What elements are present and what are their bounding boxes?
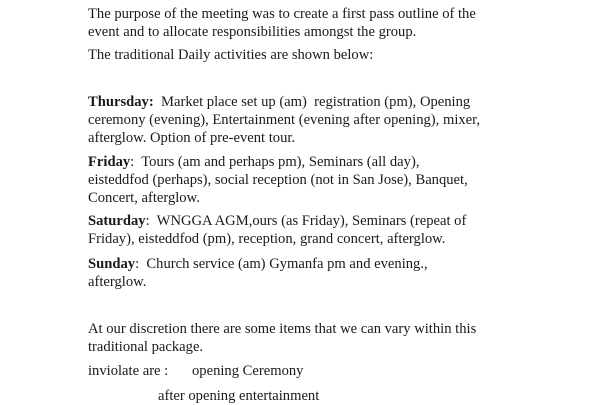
sunday-line-1: : Church service (am) Gymanfa pm and evening., [135,256,428,272]
inviolate-list [88,362,548,405]
thursday-label: Thursday: [88,94,154,110]
sunday-paragraph [88,255,548,291]
discretion-line-2: traditional package. [88,339,204,355]
saturday-paragraph [88,212,548,248]
friday-paragraph [88,153,548,207]
daily-intro-paragraph [88,46,548,64]
friday-label: Friday [88,154,131,170]
purpose-line-2: event and to allocate responsibilities amongst the group. [88,24,417,40]
saturday-line-2: Friday), eisteddfod (pm), reception, grand concert, afterglow. [88,231,446,247]
daily-intro-line: The traditional Daily activities are shown below: [88,47,374,63]
discretion-line-1: At our discretion there are some items that we can vary within this [88,321,477,337]
purpose-line-1: The purpose of the meeting was to create a first pass outline of the [88,6,476,22]
thursday-line-1: Market place set up (am) registration (pm), Opening [153,94,471,110]
inviolate-item-2: after opening entertainment [158,388,320,404]
inviolate-label: inviolate are : [88,363,169,379]
purpose-paragraph [88,5,548,41]
thursday-paragraph [88,93,548,147]
thursday-line-3: afterglow. Option of pre-event tour. [88,130,296,146]
sunday-line-2: afterglow. [88,274,147,290]
thursday-line-2: ceremony (evening), Entertainment (evening after opening), mixer, [88,112,481,128]
sunday-label: Sunday [88,256,136,272]
friday-line-3: Concert, afterglow. [88,190,200,206]
inviolate-item-1: opening Ceremony [192,363,304,379]
discretion-paragraph [88,320,548,356]
saturday-line-1: : WNGGA AGM,ours (as Friday), Seminars (repeat of [145,213,467,229]
friday-line-2: eisteddfod (perhaps), social reception (not in San Jose), Banquet, [88,172,468,188]
friday-line-1: : Tours (am and perhaps pm), Seminars (all day), [130,154,420,170]
saturday-label: Saturday [88,213,146,229]
